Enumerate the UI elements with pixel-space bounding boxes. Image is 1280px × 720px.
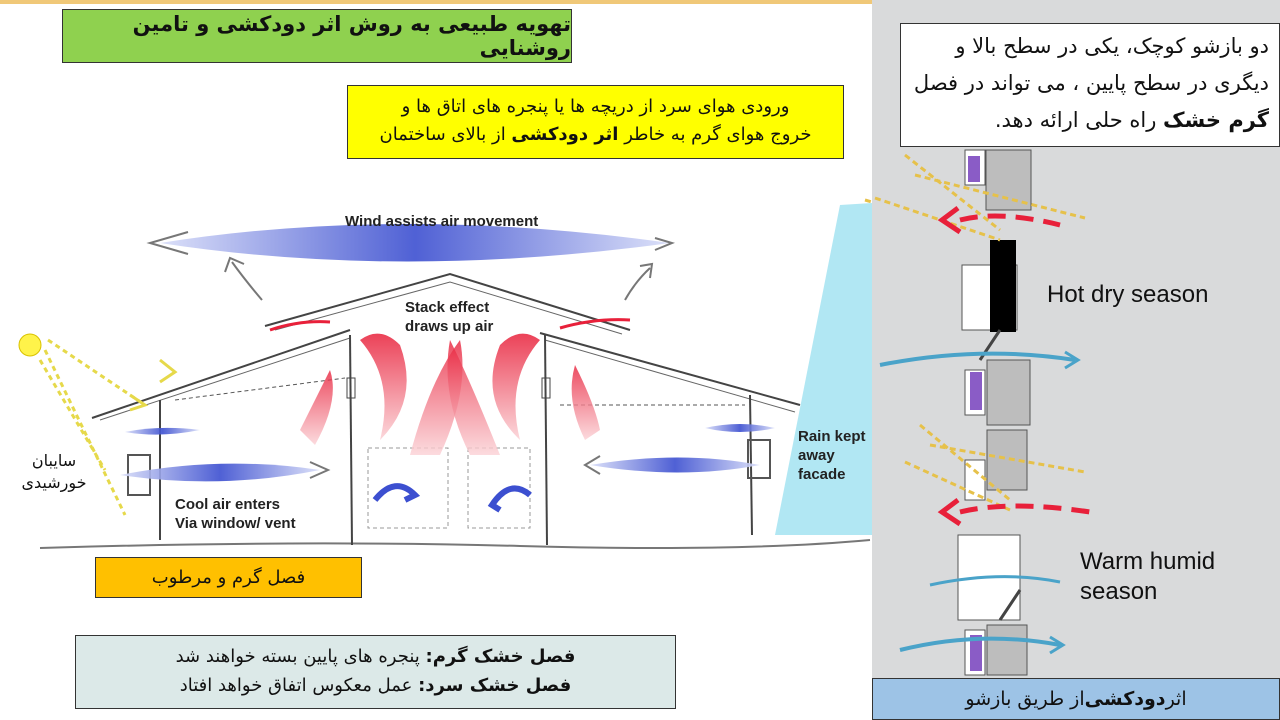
sun-icon bbox=[19, 334, 41, 356]
intro-line-2: خروج هوای گرم به خاطر اثر دودکشی از بالای ساختمان bbox=[379, 124, 812, 145]
dry-season-notes bbox=[75, 635, 676, 709]
note-cold-dry: فصل خشک سرد: عمل معکوس اتفاق خواهد افتاد bbox=[179, 675, 572, 696]
stack-effect-caption: اثر دودکشی از طریق بازشو bbox=[872, 678, 1280, 720]
cool-air-swirl-right bbox=[492, 488, 530, 510]
warm-air-flow-6 bbox=[572, 365, 600, 440]
warm-air-flow-4 bbox=[448, 340, 501, 455]
intro-line-1: ورودی هوای سرد از دریچه ها یا پنجره های اتاق ها و bbox=[401, 96, 790, 117]
cool-air-swirl-left bbox=[375, 486, 415, 500]
note-hot-dry: فصل خشک گرم: پنجره های پایین بسته خواهند شد bbox=[175, 646, 576, 667]
ground-line bbox=[40, 540, 870, 548]
warm-air-flow-1 bbox=[360, 334, 407, 440]
right-explanation-box: دو بازشو کوچک، یکی در سطح بالا و دیگری در سطح پایین ، می تواند در فصل گرم خشک راه حلی ارائه دهد. bbox=[900, 23, 1280, 147]
rain-facade-label: Rain kept away facade bbox=[798, 428, 866, 483]
stack-effect-label: Stack effect draws up air bbox=[405, 299, 494, 335]
roof-left bbox=[92, 330, 350, 418]
exhaust-arrow-left bbox=[232, 262, 262, 300]
cool-air-flow-right-small bbox=[705, 424, 775, 432]
cool-air-flow-right bbox=[590, 458, 760, 473]
page-title: تهویه طبیعی به روش اثر دودکشی و تامین روشنایی bbox=[62, 9, 572, 63]
wall-center-right bbox=[545, 335, 547, 545]
sunshade-label: سایبان خورشیدی bbox=[21, 451, 87, 492]
rain-facade-shape bbox=[775, 203, 872, 535]
warm-humid-season-label-right: Warm humid season bbox=[1080, 548, 1216, 605]
intro-box bbox=[347, 85, 844, 159]
cool-air-flow-small bbox=[125, 428, 200, 435]
warm-humid-season-label: فصل گرم و مرطوب bbox=[95, 557, 362, 598]
warm-air-flow-2 bbox=[492, 334, 540, 440]
exhaust-arrow-right bbox=[625, 268, 650, 300]
wall-center-left bbox=[350, 335, 352, 545]
cool-air-label: Cool air enters Via window/ vent bbox=[175, 496, 296, 532]
hot-dry-season-label: Hot dry season bbox=[1047, 281, 1209, 308]
wind-label: Wind assists air movement bbox=[345, 213, 539, 230]
